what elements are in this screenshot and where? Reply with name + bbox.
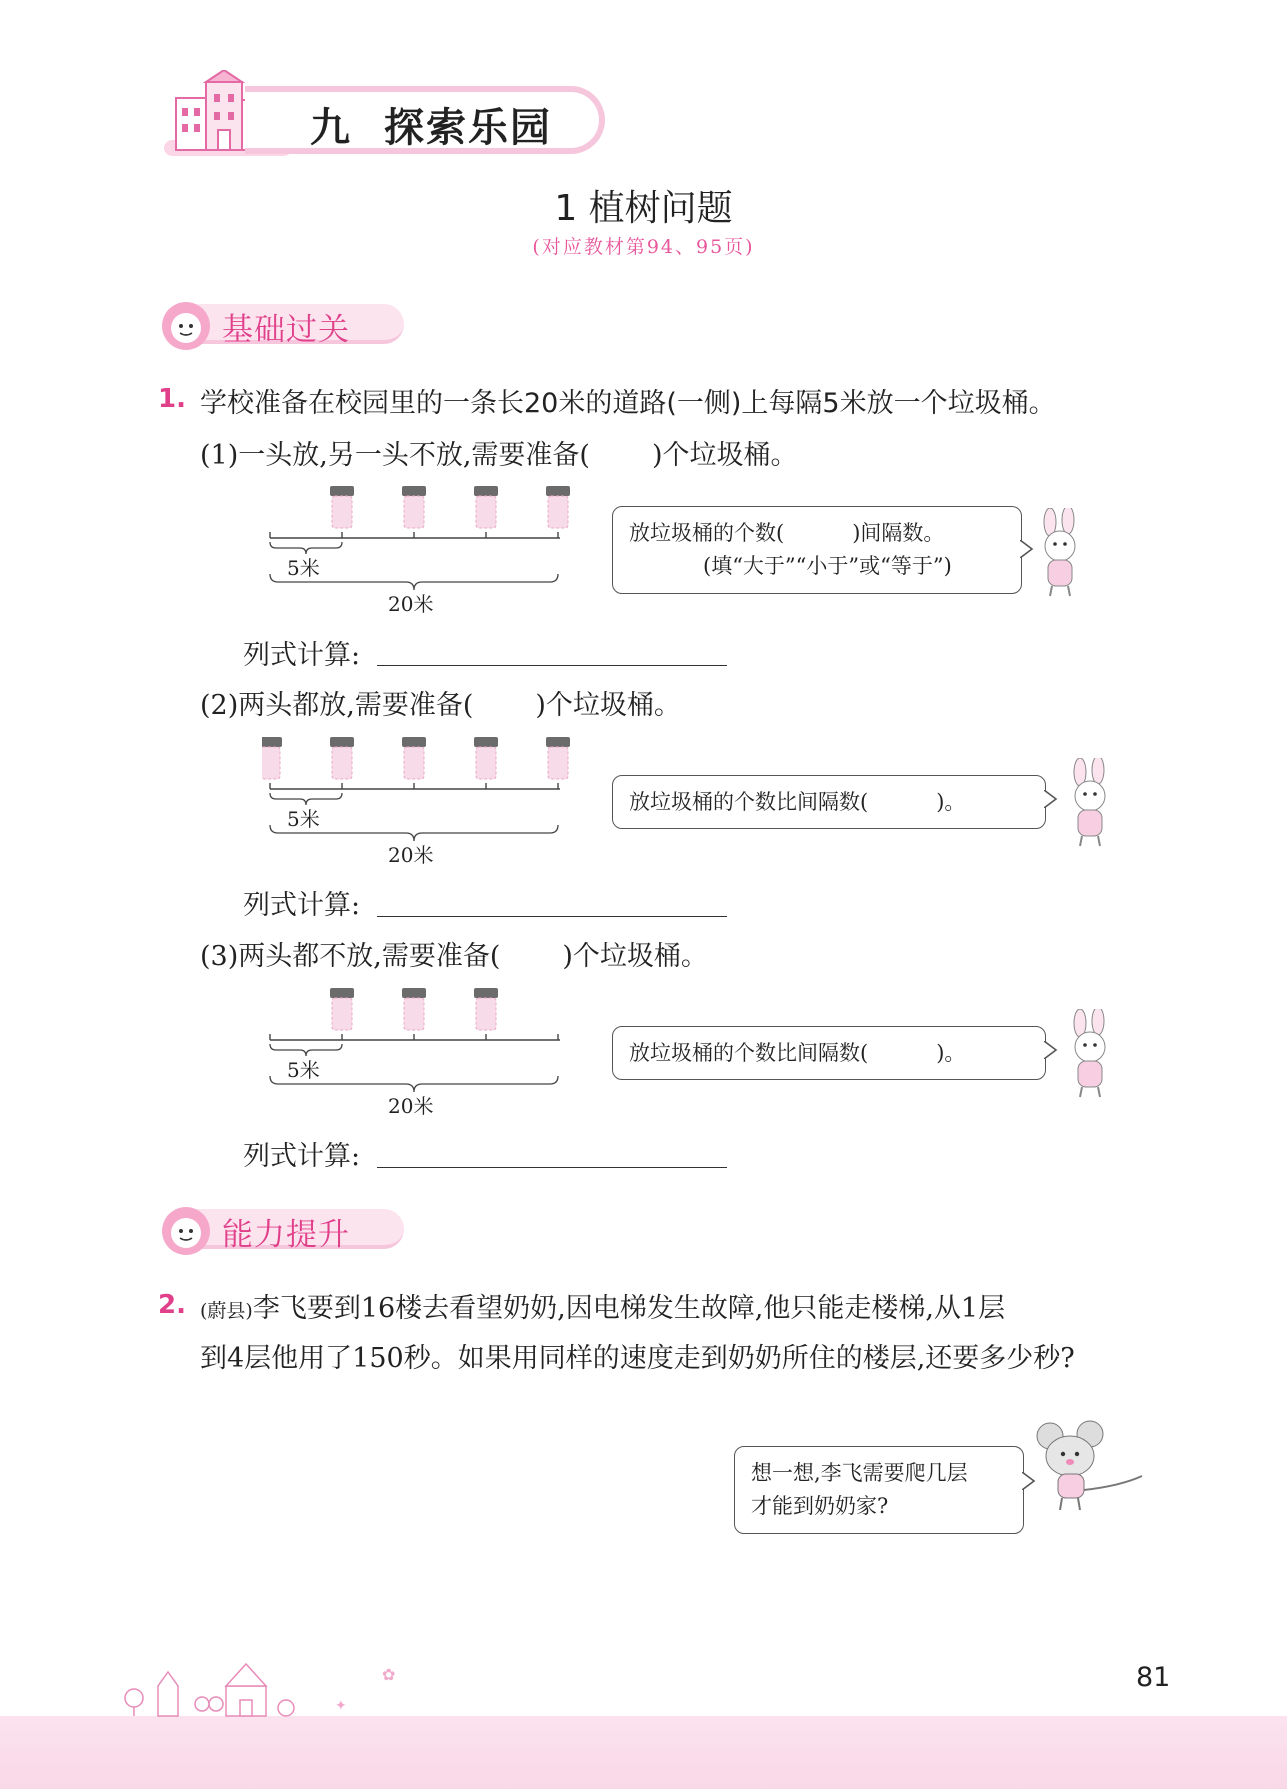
- bubble-tail: [1044, 790, 1058, 808]
- total-length-label: 20米: [388, 843, 434, 867]
- hint-bubble-2: [612, 775, 1046, 829]
- badge-label: 基础过关: [222, 312, 350, 348]
- question-number: 2.: [158, 1290, 186, 1320]
- question-text: 李飞要到16楼去看望奶奶,因电梯发生故障,他只能走楼梯,从1层: [252, 1293, 1006, 1324]
- sub-question-label: (1)一头放,另一头不放,需要准备(: [200, 440, 590, 471]
- teacher-face-icon: [160, 1205, 212, 1257]
- badge-label: 能力提升: [222, 1217, 350, 1253]
- section-title: 1 植树问题: [554, 188, 733, 229]
- formula-answer-line[interactable]: [377, 1166, 727, 1168]
- sub-question-label-end: )个垃圾桶。: [562, 941, 708, 972]
- section-reference: (对应教材第94、95页): [532, 236, 755, 258]
- chapter-number: 九: [310, 105, 352, 151]
- hint-text-end: )。: [936, 790, 966, 814]
- hint-text: 想一想,李飞需要爬几层: [751, 1461, 968, 1485]
- town-decoration-icon: [120, 1646, 420, 1718]
- hint-text: 放垃圾桶的个数比间隔数(: [629, 790, 869, 814]
- trash-bin-icon: [330, 486, 570, 528]
- interval-label: 5米: [287, 1058, 320, 1082]
- sub-question-3: [200, 934, 708, 973]
- formula-label: 列式计算:: [243, 640, 361, 671]
- sub-question-label-end: )个垃圾桶。: [535, 690, 681, 721]
- mouse-character-icon: [1030, 1416, 1150, 1516]
- hint-instruction: (填“大于”“小于”或“等于”): [703, 554, 952, 578]
- hint-text: 放垃圾桶的个数比间隔数(: [629, 1041, 869, 1065]
- sub-question-2: [200, 683, 681, 722]
- basic-section-badge: [160, 300, 420, 346]
- question-2-line-2: 到4层他用了150秒。如果用同样的速度走到奶奶所住的楼层,还要多少秒?: [200, 1343, 1075, 1374]
- bunny-character-icon: [1030, 508, 1090, 598]
- hint-text-end: )间隔数。: [852, 521, 945, 545]
- question-number: 1.: [158, 384, 186, 414]
- total-length-label: 20米: [388, 592, 434, 616]
- trash-bin-icon: [262, 737, 570, 779]
- hint-text: 放垃圾桶的个数(: [629, 521, 785, 545]
- hint-text-line-2: 才能到奶奶家?: [751, 1494, 889, 1518]
- bunny-character-icon: [1060, 1009, 1120, 1099]
- formula-label: 列式计算:: [243, 890, 361, 921]
- sub-question-label: (2)两头都放,需要准备(: [200, 690, 474, 721]
- hint-bubble-1: [612, 506, 1022, 594]
- advanced-section-badge: [160, 1205, 420, 1251]
- interval-label: 5米: [287, 556, 320, 580]
- hint-bubble-4: [734, 1446, 1024, 1534]
- page-number: 81: [1136, 1662, 1171, 1693]
- svg-text:✿: ✿: [382, 1665, 396, 1684]
- formula-answer-line[interactable]: [377, 915, 727, 917]
- formula-label: 列式计算:: [243, 1141, 361, 1172]
- sub-question-1: [200, 433, 798, 472]
- trash-bin-icon: [330, 988, 498, 1030]
- question-text: 学校准备在校园里的一条长20米的道路(一侧)上每隔5米放一个垃圾桶。: [200, 388, 1056, 419]
- sub-question-label-end: )个垃圾桶。: [651, 440, 798, 471]
- hint-text-end: )。: [936, 1041, 966, 1065]
- teacher-face-icon: [160, 300, 212, 352]
- bunny-character-icon: [1060, 758, 1120, 848]
- total-length-label: 20米: [388, 1094, 434, 1118]
- page-footer-band: [0, 1716, 1287, 1789]
- bubble-tail: [1044, 1041, 1058, 1059]
- svg-text:✦: ✦: [335, 1698, 347, 1714]
- formula-answer-line[interactable]: [377, 664, 727, 666]
- hint-bubble-3: [612, 1026, 1046, 1080]
- chapter-title: [310, 96, 552, 153]
- question-source: (蔚县): [200, 1300, 253, 1322]
- chapter-name: 探索乐园: [384, 105, 552, 151]
- question-2-line-1: [200, 1286, 1005, 1325]
- sub-question-label: (3)两头都不放,需要准备(: [200, 941, 501, 972]
- interval-label: 5米: [287, 807, 320, 831]
